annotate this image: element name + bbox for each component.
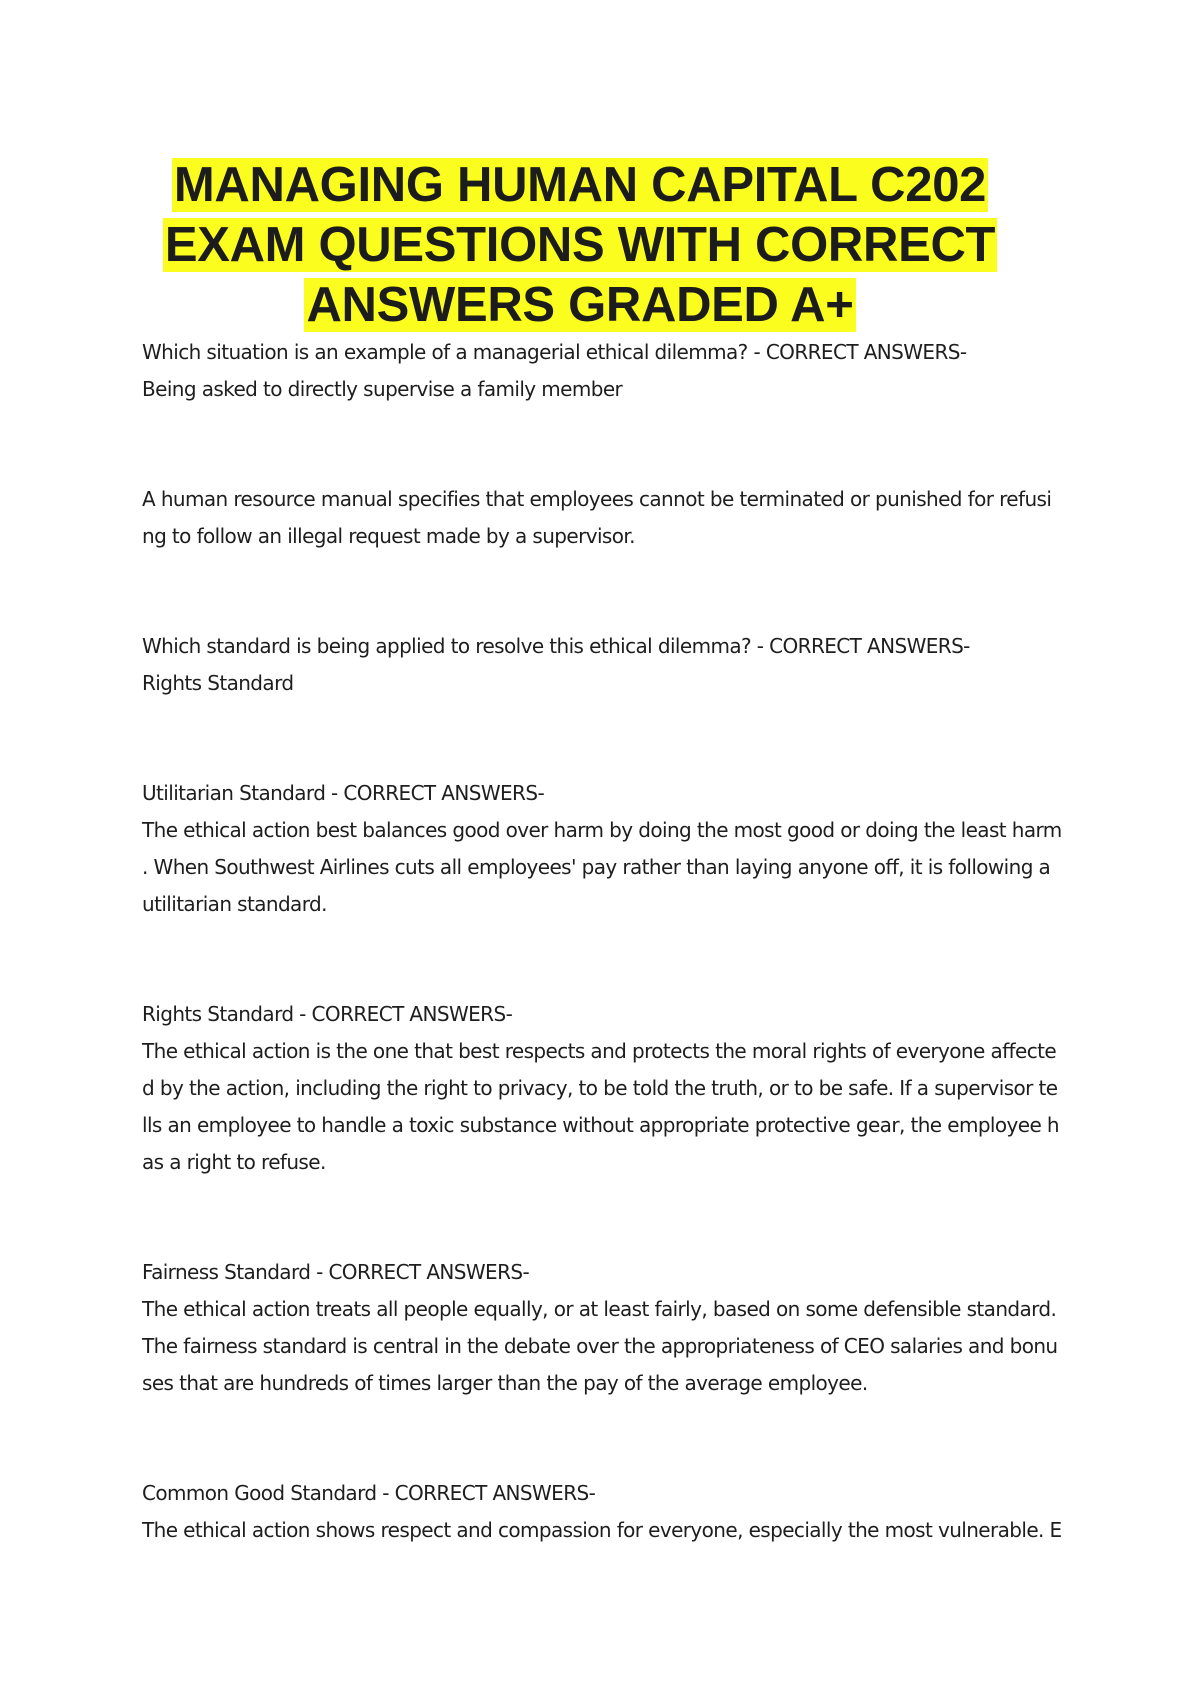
qa-entry <box>142 1475 1067 1549</box>
qa-entry <box>142 628 1067 702</box>
title-line-text: EXAM QUESTIONS WITH CORRECT <box>164 218 996 272</box>
definition-line: as a right to refuse. <box>142 1150 326 1174</box>
qa-entry <box>142 775 1067 923</box>
title-line-text: ANSWERS GRADED A+ <box>306 278 854 332</box>
definition-line: The ethical action is the one that best respects and protects the moral rights of everyone affecte <box>142 1039 1057 1063</box>
title-line <box>140 155 1020 215</box>
definition-line: The ethical action shows respect and compassion for everyone, especially the most vulnerable. E <box>142 1518 1062 1542</box>
definition-line: d by the action, including the right to privacy, to be told the truth, or to be safe. If a supervisor te <box>142 1076 1058 1100</box>
definition-line: The ethical action treats all people equally, or at least fairly, based on some defensible standard. <box>142 1297 1057 1321</box>
definition-line: utilitarian standard. <box>142 892 327 916</box>
definition-line: The ethical action best balances good over harm by doing the most good or doing the least harm <box>142 818 1062 842</box>
qa-entry <box>142 481 1067 555</box>
answer-text: Rights Standard <box>142 671 294 695</box>
paragraph-line: A human resource manual specifies that employees cannot be terminated or punished for refusi <box>142 487 1052 511</box>
document-title <box>140 155 1020 335</box>
definition-line: . When Southwest Airlines cuts all employees' pay rather than laying anyone off, it is following a <box>142 855 1051 879</box>
title-line-text: MANAGING HUMAN CAPITAL C202 <box>173 158 987 212</box>
document-body <box>142 334 1067 1549</box>
term-text: Common Good Standard - CORRECT ANSWERS- <box>142 1481 596 1505</box>
term-text: Rights Standard - CORRECT ANSWERS- <box>142 1002 513 1026</box>
qa-entry <box>142 1254 1067 1402</box>
term-text: Fairness Standard - CORRECT ANSWERS- <box>142 1260 530 1284</box>
qa-entry <box>142 334 1067 408</box>
title-line <box>140 275 1020 335</box>
question-text: Which situation is an example of a managerial ethical dilemma? - CORRECT ANSWERS- <box>142 340 967 364</box>
title-line <box>140 215 1020 275</box>
qa-entry <box>142 996 1067 1181</box>
definition-line: The fairness standard is central in the debate over the appropriateness of CEO salaries and bonu <box>142 1334 1058 1358</box>
definition-line: lls an employee to handle a toxic substance without appropriate protective gear, the employee h <box>142 1113 1060 1137</box>
answer-text: Being asked to directly supervise a family member <box>142 377 623 401</box>
term-text: Utilitarian Standard - CORRECT ANSWERS- <box>142 781 545 805</box>
question-text: Which standard is being applied to resolve this ethical dilemma? - CORRECT ANSWERS- <box>142 634 970 658</box>
paragraph-line: ng to follow an illegal request made by a supervisor. <box>142 524 635 548</box>
definition-line: ses that are hundreds of times larger than the pay of the average employee. <box>142 1371 868 1395</box>
